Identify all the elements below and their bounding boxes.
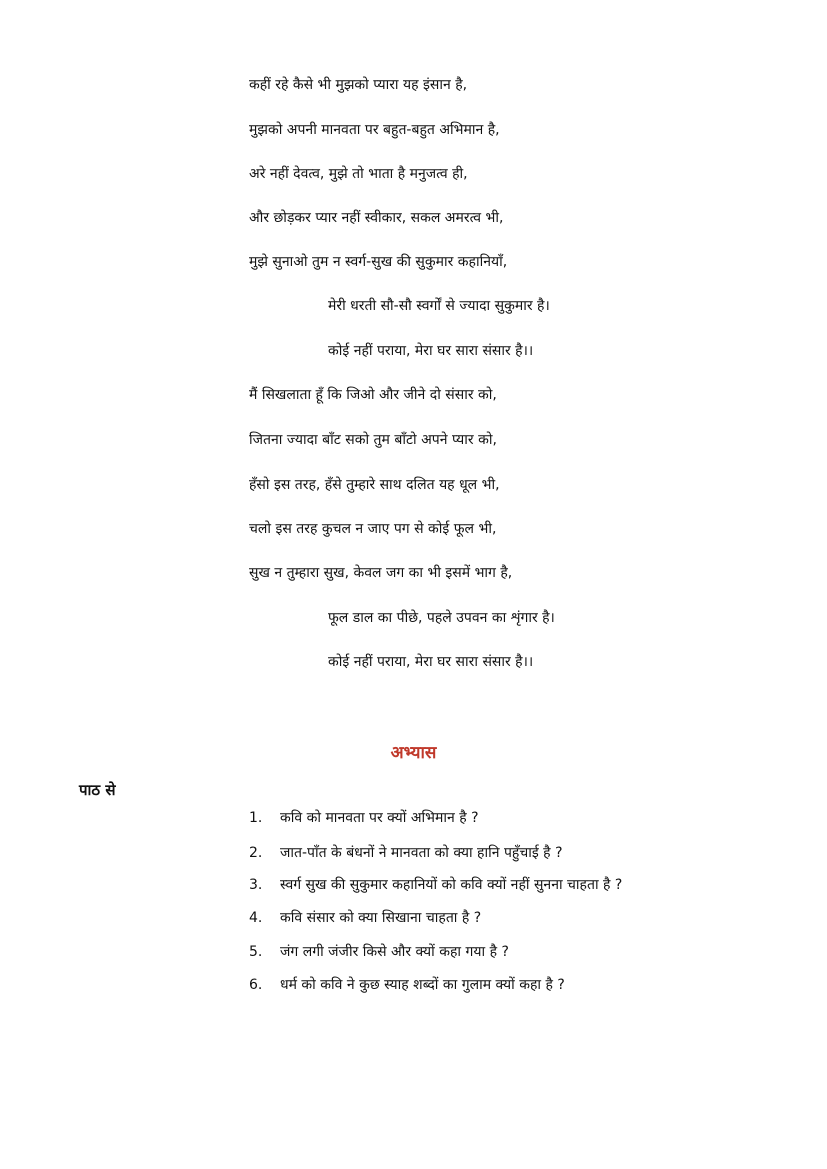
question-item <box>249 875 622 895</box>
poem-line: अरे नहीं देवत्व, मुझे तो भाता है मनुजत्व ही, <box>249 166 468 182</box>
poem-refrain-line: कोई नहीं पराया, मेरा घर सारा संसार है।। <box>328 654 534 670</box>
poem-line: कहीं रहे कैसे भी मुझको प्यारा यह इंसान है, <box>249 77 468 93</box>
poem-line: मैं सिखलाता हूँ कि जिओ और जीने दो संसार को, <box>249 387 497 403</box>
question-item <box>249 843 563 863</box>
poem-line: मुझको अपनी मानवता पर बहुत-बहुत अभिमान है, <box>249 122 500 138</box>
question-item <box>249 908 481 928</box>
question-number: 6. <box>249 977 263 993</box>
poem-refrain-line: कोई नहीं पराया, मेरा घर सारा संसार है।। <box>328 343 534 359</box>
poem-line: हँसो इस तरह, हँसे तुम्हारे साथ दलित यह धूल भी, <box>249 477 500 493</box>
poem-refrain-line: मेरी धरती सौ-सौ स्वर्गों से ज्यादा सुकुमार है। <box>328 298 550 314</box>
exercise-heading: अभ्यास <box>390 743 437 763</box>
question-text: कवि संसार को क्या सिखाना चाहता है ? <box>280 910 482 926</box>
question-text: जात-पाँत के बंधनों ने मानवता को क्या हानि पहुँचाई है ? <box>280 845 563 861</box>
poem-line: और छोड़कर प्यार नहीं स्वीकार, सकल अमरत्व भी, <box>249 210 504 226</box>
section-label: पाठ से <box>79 781 116 799</box>
question-item <box>249 808 479 828</box>
question-number: 5. <box>249 944 263 960</box>
poem-line: सुख न तुम्हारा सुख, केवल जग का भी इसमें भाग है, <box>249 565 513 581</box>
question-number: 4. <box>249 910 263 926</box>
question-text: कवि को मानवता पर क्यों अभिमान है ? <box>280 810 479 826</box>
poem-line: जितना ज्यादा बाँट सको तुम बाँटो अपने प्यार को, <box>249 432 497 448</box>
question-text: जंग लगी जंजीर किसे और क्यों कहा गया है ? <box>280 944 509 960</box>
poem-line: मुझे सुनाओ तुम न स्वर्ग-सुख की सुकुमार कहानियाँ, <box>249 254 508 270</box>
question-text: स्वर्ग सुख की सुकुमार कहानियों को कवि क्यों नहीं सुनना चाहता है ? <box>280 877 623 893</box>
question-item <box>249 942 509 962</box>
question-item <box>249 975 565 995</box>
poem-refrain-line: फूल डाल का पीछे, पहले उपवन का शृंगार है। <box>328 610 555 626</box>
question-number: 2. <box>249 845 263 861</box>
question-text: धर्म को कवि ने कुछ स्याह शब्दों का गुलाम क्यों कहा है ? <box>280 977 565 993</box>
poem-line: चलो इस तरह कुचल न जाए पग से कोई फूल भी, <box>249 521 497 537</box>
question-number: 3. <box>249 877 263 893</box>
question-number: 1. <box>249 810 263 826</box>
